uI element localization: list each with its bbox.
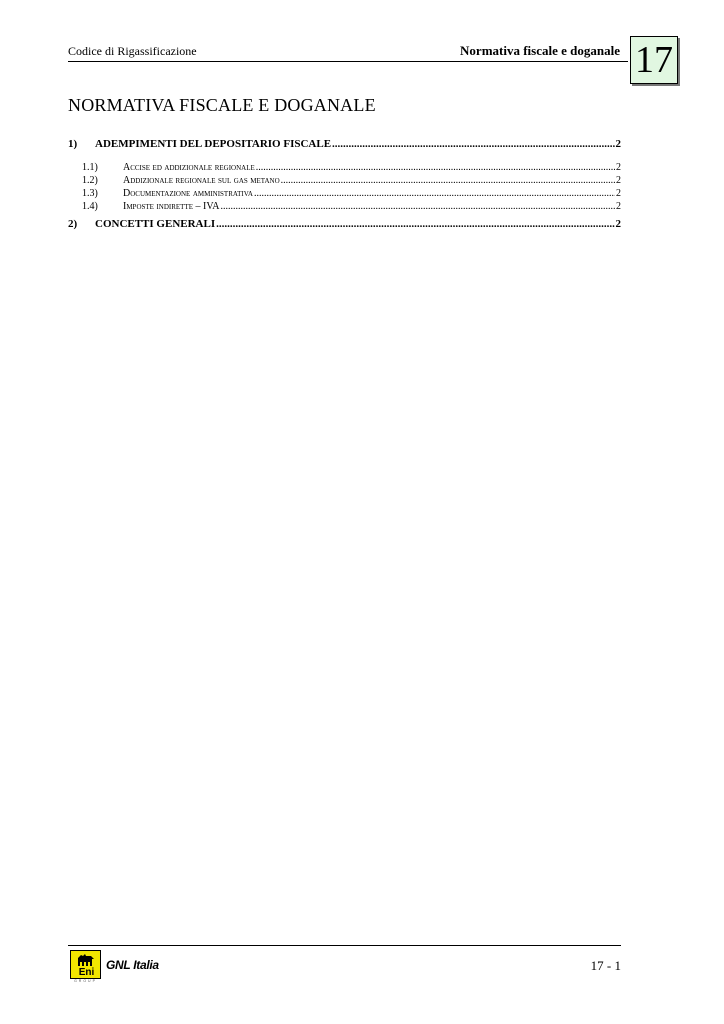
toc-entry-label: Accise ed addizionale regionale [123, 162, 255, 173]
toc-entry-page: 2 [615, 138, 621, 150]
toc-dot-leader [332, 138, 614, 150]
eni-group-text: GROUP [74, 979, 97, 983]
toc-entry-label: Imposte indirette – IVA [123, 201, 220, 212]
page-number: 17 - 1 [590, 958, 621, 973]
toc-entry-1-4[interactable] [68, 201, 621, 214]
toc-entry-1-2[interactable] [68, 175, 621, 188]
toc-entry-label: ADEMPIMENTI DEL DEPOSITARIO FISCALE [95, 138, 332, 150]
toc-dot-leader [254, 188, 615, 199]
toc-entry-page: 2 [616, 175, 621, 186]
chapter-number-badge: 17 [630, 36, 678, 84]
header-document-title: Codice di Rigassificazione [68, 44, 197, 58]
toc-entry-number: 1.1) [82, 162, 98, 173]
toc-entry-2[interactable] [68, 218, 621, 233]
toc-entry-page: 2 [616, 162, 621, 173]
toc-entry-number: 1.4) [82, 201, 98, 212]
toc-entry-1[interactable] [68, 138, 621, 153]
toc-entry-label: Documentazione amministrativa [123, 188, 253, 199]
toc-entry-label: CONCETTI GENERALI [95, 218, 216, 230]
gnl-italia-text: GNL Italia [106, 958, 159, 972]
toc-entry-page: 2 [615, 218, 621, 230]
page-title: NORMATIVA FISCALE E DOGANALE [68, 95, 376, 115]
six-legged-dog-icon [77, 953, 95, 967]
toc-dot-leader [281, 175, 615, 186]
header-chapter-title: Normativa fiscale e doganale [460, 43, 620, 58]
toc-entry-number: 1) [68, 138, 78, 150]
toc-entry-page: 2 [616, 188, 621, 199]
eni-logo-text: Eni [78, 967, 95, 978]
toc-entry-number: 1.3) [82, 188, 98, 199]
toc-dot-leader [256, 162, 615, 173]
eni-logo-badge [70, 950, 101, 979]
footer-divider [68, 945, 621, 946]
toc-dot-leader [216, 218, 614, 230]
eni-gnl-logo [70, 950, 180, 984]
toc-entry-label: Addizionale regionale sul gas metano [123, 175, 280, 186]
toc-entry-page: 2 [616, 201, 621, 212]
toc-dot-leader [220, 201, 615, 212]
table-of-contents [68, 138, 621, 233]
toc-entry-1-1[interactable] [68, 162, 621, 175]
toc-entry-number: 1.2) [82, 175, 98, 186]
toc-entry-1-3[interactable] [68, 188, 621, 201]
header-divider [68, 61, 628, 62]
toc-entry-number: 2) [68, 218, 78, 230]
